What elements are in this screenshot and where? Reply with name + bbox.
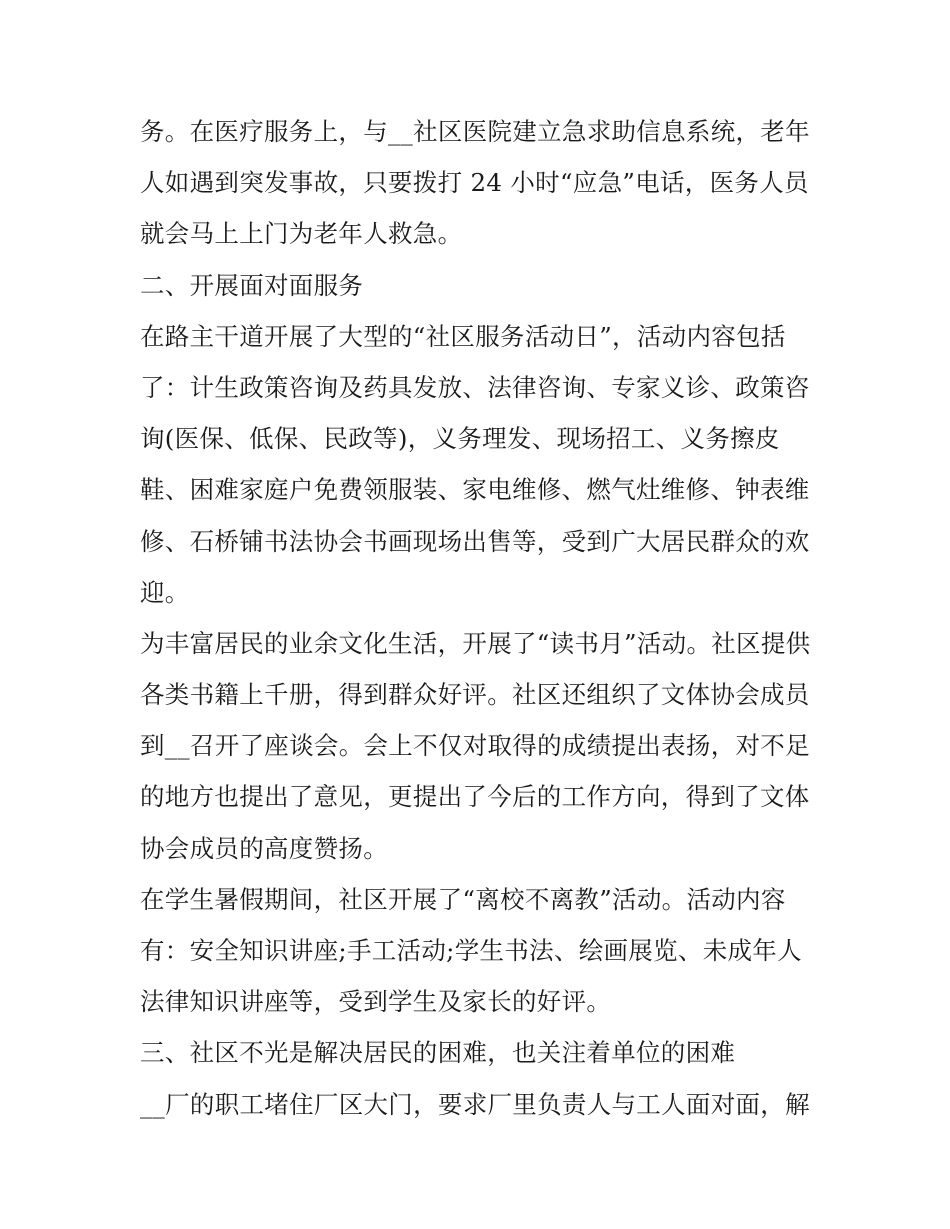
text-line: 各类书籍上千册，得到群众好评。社区还组织了文体协会成员 [140,680,810,710]
section-heading: 三、社区不光是解决居民的困难，也关注着单位的困难 [140,1038,736,1068]
text-line: 人如遇到突发事故，只要拨打 24 小时“应急”电话，医务人员 [140,168,809,198]
text-line: __厂的职工堵住厂区大门，要求厂里负责人与工人面对面，解 [140,1089,810,1119]
text-line: 务。在医疗服务上，与__社区医院建立急求助信息系统，老年 [140,117,810,146]
text-line: 迎。 [140,577,190,607]
text-line: 的地方也提出了意见，更提出了今后的工作方向，得到了文体 [140,782,810,812]
text-line: 在路主干道开展了大型的“社区服务活动日”，活动内容包括 [140,321,786,351]
text-line: 鞋、困难家庭户免费领服装、家电维修、燃气灶维修、钟表维 [140,475,810,505]
text-line: 有：安全知识讲座;手工活动;学生书法、绘画展览、未成年人 [140,936,802,965]
text-line: 协会成员的高度赞扬。 [140,833,388,863]
text-line: 询(医保、低保、民政等)，义务理发、现场招工、义务擦皮 [140,424,780,454]
text-line: 法律知识讲座等，受到学生及家长的好评。 [140,987,612,1017]
text-line: 修、石桥铺书法协会书画现场出售等，受到广大居民群众的欢 [140,526,810,556]
text-line: 为丰富居民的业余文化生活，开展了“读书月”活动。社区提供 [140,628,811,658]
text-line: 到__召开了座谈会。会上不仅对取得的成绩提出表扬，对不足 [140,731,810,761]
section-heading: 二、开展面对面服务 [140,270,364,300]
document-body [140,106,820,1130]
text-line: 就会马上上门为老年人救急。 [140,219,463,249]
text-line: 了：计生政策咨询及药具发放、法律咨询、专家义诊、政策咨 [140,372,810,402]
text-line: 在学生暑假期间，社区开展了“离校不离教”活动。活动内容 [140,884,786,914]
